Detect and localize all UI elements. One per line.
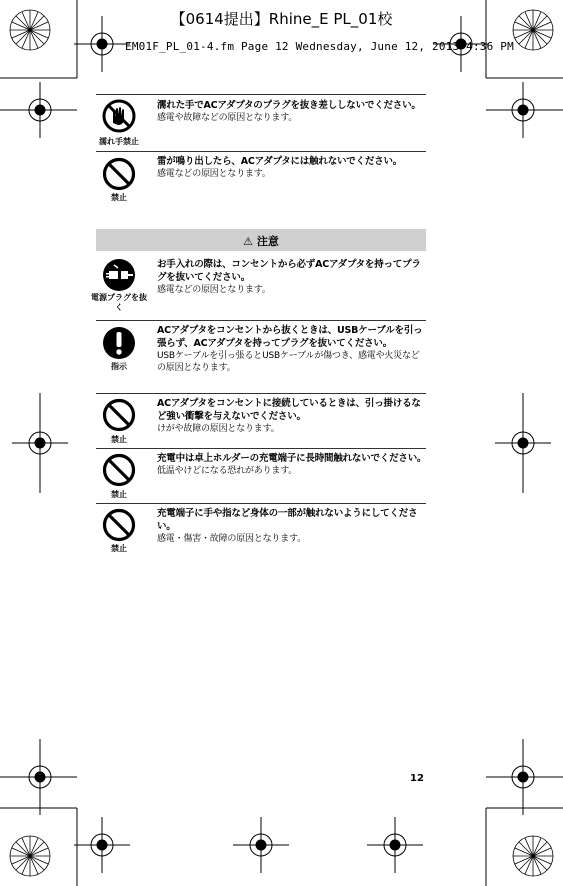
caution-body: けがや故障の原因となります。 (157, 424, 280, 434)
warning-triangle-icon: ⚠ (243, 235, 254, 248)
caution-item (157, 397, 427, 435)
warning-item (157, 155, 427, 180)
prohibited-icon (102, 398, 136, 432)
unplug-icon (102, 258, 136, 292)
warning-item (157, 99, 427, 124)
divider (96, 320, 426, 321)
caution-body: USBケーブルを引っ張るとUSBケーブルが傷つき、感電や火災などの原因となります。 (157, 351, 420, 373)
icon-label: 禁止 (111, 490, 127, 499)
divider (96, 503, 426, 504)
caution-heading (96, 233, 426, 249)
caution-title: ACアダプタをコンセントから抜くときは、USBケーブルを引っ張らず、ACアダプタを持ってプラグを抜いてください。 (157, 325, 423, 349)
caution-item (157, 324, 427, 374)
prohibited-icon (102, 453, 136, 487)
caution-banner (96, 229, 426, 251)
caution-item (157, 507, 427, 545)
icon-label: 指示 (111, 362, 127, 371)
icon-label: 禁止 (111, 435, 127, 444)
prohibited-icon (102, 157, 136, 191)
page-number: 12 (410, 773, 424, 784)
icon-label: 禁止 (111, 193, 127, 202)
prohibited-icon (102, 508, 136, 542)
file-info: EM01F_PL_01-4.fm Page 12 Wednesday, June 12, 2013 4:36 PM (125, 40, 514, 53)
warning-title: 濡れた手でACアダプタのプラグを抜き差ししないでください。 (157, 100, 421, 111)
caution-body: 感電・傷害・故障の原因となります。 (157, 534, 306, 544)
wet-hand-prohibited-icon (102, 99, 136, 133)
caution-title: ACアダプタをコンセントに接続しているときは、引っ掛けるなど強い衝撃を与えないでください。 (157, 398, 421, 422)
caution-item (157, 452, 427, 477)
caution-item (157, 258, 427, 296)
warning-body: 感電や故障などの原因となります。 (157, 113, 298, 123)
warning-body: 感電などの原因となります。 (157, 169, 271, 179)
icon-label: 濡れ手禁止 (99, 137, 139, 146)
divider (96, 393, 426, 394)
instruction-icon (102, 326, 136, 360)
caution-body: 低温やけどになる恐れがあります。 (157, 466, 298, 476)
icon-label: 電源プラグを抜く (91, 293, 147, 312)
caution-title: 充電端子に手や指など身体の一部が触れないようにしてください。 (157, 508, 418, 532)
divider (96, 448, 426, 449)
caution-label: 注意 (256, 235, 279, 248)
caution-title: 充電中は卓上ホルダーの充電端子に長時間触れないでください。 (157, 453, 427, 464)
icon-label: 禁止 (111, 544, 127, 553)
proof-title: 【0614提出】Rhine_E PL_01校 (170, 10, 393, 28)
warning-title: 雷が鳴り出したら、ACアダプタには触れないでください。 (157, 156, 403, 167)
caution-body: 感電などの原因となります。 (157, 285, 271, 295)
caution-title: お手入れの際は、コンセントから必ずACアダプタを持ってプラグを抜いてください。 (157, 259, 421, 283)
divider (96, 151, 426, 152)
divider (96, 94, 426, 95)
